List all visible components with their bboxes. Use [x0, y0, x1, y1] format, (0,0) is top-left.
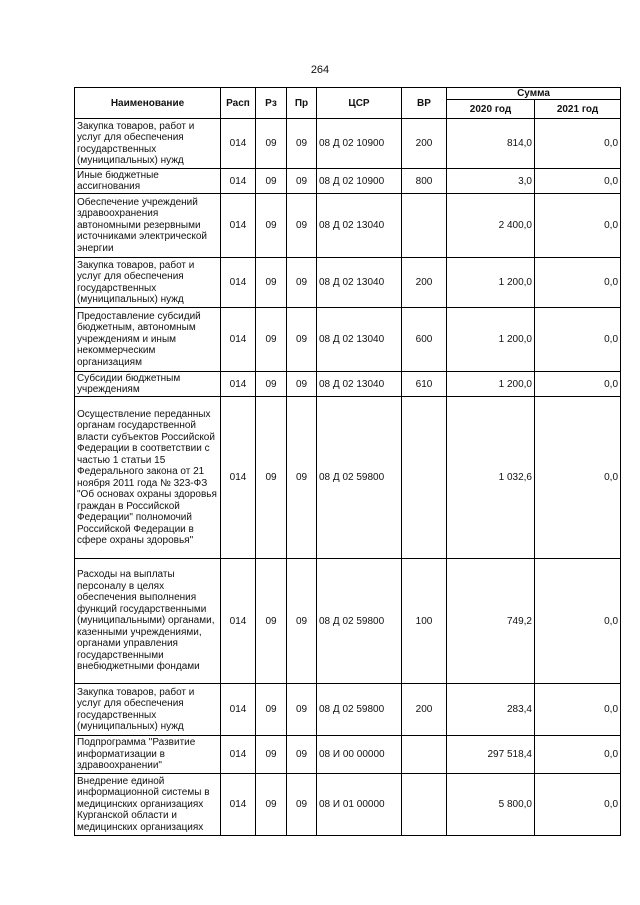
row-csr: 08 Д 02 13040 [317, 372, 402, 397]
row-name: Осуществление переданных органам государственной власти субъектов Российской Федерации в соответствии с частью 1 статьи 15 Федерального закона от 21 ноября 2011 года № 323-ФЗ "Об основах охраны здоровья граждан в Российской Федерации" полномочий Российской Федерации в сфере охраны здоровья" [75, 397, 221, 559]
row-sum-2021: 0,0 [535, 372, 621, 397]
row-rasp: 014 [221, 397, 256, 559]
row-sum-2020: 283,4 [447, 684, 535, 736]
row-rz: 09 [256, 258, 287, 308]
row-sum-2020: 1 200,0 [447, 308, 535, 372]
row-sum-2021: 0,0 [535, 774, 621, 836]
row-vr [402, 397, 447, 559]
row-vr: 200 [402, 119, 447, 169]
row-pr: 09 [287, 736, 317, 774]
row-csr: 08 Д 02 13040 [317, 308, 402, 372]
header-sum: Сумма [447, 88, 621, 100]
row-pr: 09 [287, 308, 317, 372]
row-rasp: 014 [221, 372, 256, 397]
row-csr: 08 Д 02 10900 [317, 169, 402, 194]
row-pr: 09 [287, 194, 317, 258]
row-vr: 610 [402, 372, 447, 397]
row-sum-2020: 1 200,0 [447, 372, 535, 397]
table-row [75, 372, 621, 397]
row-name: Закупка товаров, работ и услуг для обеспечения государственных (муниципальных) нужд [75, 684, 221, 736]
header-year-2021: 2021 год [535, 100, 621, 119]
row-vr: 200 [402, 684, 447, 736]
header-pr: Пр [287, 88, 317, 119]
row-csr: 08 Д 02 59800 [317, 397, 402, 559]
row-vr: 200 [402, 258, 447, 308]
header-vr: ВР [402, 88, 447, 119]
row-rz: 09 [256, 397, 287, 559]
row-rz: 09 [256, 194, 287, 258]
row-name: Обеспечение учреждений здравоохранения автономными резервными источниками электрической энергии [75, 194, 221, 258]
row-vr [402, 736, 447, 774]
row-rasp: 014 [221, 119, 256, 169]
table-row [75, 194, 621, 258]
row-rasp: 014 [221, 736, 256, 774]
table-row [75, 684, 621, 736]
row-rasp: 014 [221, 774, 256, 836]
row-csr: 08 Д 02 13040 [317, 194, 402, 258]
row-rasp: 014 [221, 684, 256, 736]
row-sum-2021: 0,0 [535, 684, 621, 736]
row-vr: 800 [402, 169, 447, 194]
table-row [75, 308, 621, 372]
row-rz: 09 [256, 372, 287, 397]
row-pr: 09 [287, 372, 317, 397]
row-sum-2021: 0,0 [535, 308, 621, 372]
row-csr: 08 И 01 00000 [317, 774, 402, 836]
row-pr: 09 [287, 684, 317, 736]
row-sum-2021: 0,0 [535, 397, 621, 559]
row-sum-2020: 2 400,0 [447, 194, 535, 258]
row-sum-2020: 814,0 [447, 119, 535, 169]
row-csr: 08 Д 02 59800 [317, 559, 402, 684]
header-name: Наименование [75, 88, 221, 119]
row-rz: 09 [256, 774, 287, 836]
row-sum-2021: 0,0 [535, 119, 621, 169]
page-number: 264 [310, 64, 330, 76]
table-row [75, 736, 621, 774]
row-name: Закупка товаров, работ и услуг для обеспечения государственных (муниципальных) нужд [75, 119, 221, 169]
row-csr: 08 Д 02 59800 [317, 684, 402, 736]
row-pr: 09 [287, 774, 317, 836]
row-sum-2020: 1 200,0 [447, 258, 535, 308]
row-sum-2021: 0,0 [535, 258, 621, 308]
row-rz: 09 [256, 559, 287, 684]
row-name: Субсидии бюджетным учреждениям [75, 372, 221, 397]
row-csr: 08 И 00 00000 [317, 736, 402, 774]
row-vr [402, 194, 447, 258]
row-pr: 09 [287, 258, 317, 308]
budget-table [74, 87, 621, 836]
header-rasp: Расп [221, 88, 256, 119]
row-rz: 09 [256, 119, 287, 169]
table-row [75, 169, 621, 194]
row-rz: 09 [256, 169, 287, 194]
row-vr: 100 [402, 559, 447, 684]
row-pr: 09 [287, 169, 317, 194]
row-sum-2020: 297 518,4 [447, 736, 535, 774]
table-row [75, 119, 621, 169]
table-row [75, 559, 621, 684]
row-rz: 09 [256, 736, 287, 774]
table-row [75, 258, 621, 308]
header-year-2020: 2020 год [447, 100, 535, 119]
row-rasp: 014 [221, 308, 256, 372]
header-rz: Рз [256, 88, 287, 119]
row-pr: 09 [287, 397, 317, 559]
row-sum-2021: 0,0 [535, 194, 621, 258]
row-name: Закупка товаров, работ и услуг для обеспечения государственных (муниципальных) нужд [75, 258, 221, 308]
table-row [75, 397, 621, 559]
row-csr: 08 Д 02 13040 [317, 258, 402, 308]
row-name: Подпрограмма "Развитие информатизации в здравоохранении" [75, 736, 221, 774]
row-name: Расходы на выплаты персоналу в целях обеспечения выполнения функций государственными (муниципальными) органами, казенными учреждениями, органами управления государственными внебюджетными фондами [75, 559, 221, 684]
row-vr: 600 [402, 308, 447, 372]
row-name: Внедрение единой информационной системы в медицинских организациях Курганской области и медицинских организациях [75, 774, 221, 836]
header-csr: ЦСР [317, 88, 402, 119]
table-row [75, 774, 621, 836]
row-rz: 09 [256, 308, 287, 372]
row-sum-2021: 0,0 [535, 169, 621, 194]
row-rasp: 014 [221, 169, 256, 194]
row-rasp: 014 [221, 194, 256, 258]
row-name: Предоставление субсидий бюджетным, автономным учреждениям и иным некоммерческим организациям [75, 308, 221, 372]
row-sum-2020: 1 032,6 [447, 397, 535, 559]
row-rasp: 014 [221, 258, 256, 308]
row-vr [402, 774, 447, 836]
row-sum-2020: 749,2 [447, 559, 535, 684]
row-sum-2020: 3,0 [447, 169, 535, 194]
row-rz: 09 [256, 684, 287, 736]
row-name: Иные бюджетные ассигнования [75, 169, 221, 194]
row-csr: 08 Д 02 10900 [317, 119, 402, 169]
row-sum-2021: 0,0 [535, 559, 621, 684]
row-sum-2020: 5 800,0 [447, 774, 535, 836]
row-rasp: 014 [221, 559, 256, 684]
row-sum-2021: 0,0 [535, 736, 621, 774]
row-pr: 09 [287, 119, 317, 169]
row-pr: 09 [287, 559, 317, 684]
